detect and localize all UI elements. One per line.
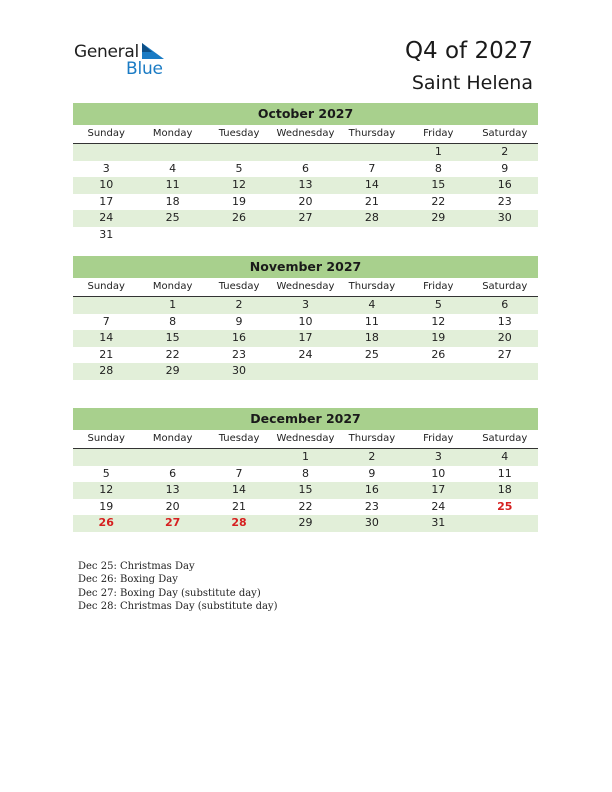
- day-cell: 29: [165, 364, 180, 377]
- day-cell: 5: [102, 466, 110, 480]
- day-cell: 16: [232, 331, 247, 344]
- day-cell: [139, 227, 205, 244]
- day-cell: 7: [102, 314, 110, 328]
- day-cell: 4: [501, 450, 509, 463]
- weekday-label: Tuesday: [218, 433, 260, 444]
- week-row: [73, 194, 538, 211]
- weekday-label: Friday: [423, 433, 454, 444]
- day-cell: 14: [364, 178, 379, 191]
- weekday-label: Monday: [152, 281, 193, 292]
- day-cell: [272, 144, 338, 161]
- day-cell: 22: [298, 499, 313, 513]
- weekday-label: Saturday: [482, 281, 528, 292]
- weekday-header-row: [73, 278, 538, 297]
- day-cell: 30: [364, 516, 379, 529]
- day-cell: 3: [434, 450, 442, 463]
- day-cell: 17: [99, 194, 114, 208]
- holiday-note: Dec 28: Christmas Day (substitute day): [78, 600, 278, 612]
- holiday-day-cell: 26: [98, 516, 114, 529]
- day-cell: 29: [431, 211, 446, 224]
- weekday-label: Wednesday: [276, 128, 335, 139]
- weekday-label: Tuesday: [218, 281, 260, 292]
- day-cell: 27: [497, 347, 512, 361]
- country-name: Saint Helena: [411, 72, 533, 94]
- weekday-label: Friday: [423, 128, 454, 139]
- day-cell: 5: [434, 298, 442, 311]
- day-cell: [405, 227, 471, 244]
- day-cell: 21: [99, 347, 114, 361]
- day-cell: 23: [497, 194, 512, 208]
- day-cell: 1: [301, 450, 309, 463]
- day-cell: 13: [298, 178, 313, 191]
- week-row: [73, 161, 538, 178]
- day-cell: [73, 297, 139, 314]
- day-cell: 22: [431, 194, 446, 208]
- day-cell: 23: [364, 499, 379, 513]
- day-cell: 16: [497, 178, 512, 191]
- day-cell: 7: [368, 161, 376, 175]
- day-cell: 8: [169, 314, 177, 328]
- day-cell: 23: [232, 347, 247, 361]
- holiday-day-cell: 25: [497, 499, 513, 513]
- day-cell: 12: [232, 178, 247, 191]
- day-cell: [272, 227, 338, 244]
- day-cell: 24: [99, 211, 114, 224]
- day-cell: 13: [165, 483, 180, 496]
- day-cell: 31: [99, 227, 114, 241]
- week-row: [73, 363, 538, 380]
- day-cell: 16: [364, 483, 379, 496]
- day-cell: 4: [368, 298, 376, 311]
- weekday-label: Monday: [152, 433, 193, 444]
- day-cell: 27: [298, 211, 313, 224]
- weekday-header-row: [73, 125, 538, 144]
- week-row: [73, 449, 538, 466]
- weekday-label: Sunday: [87, 281, 125, 292]
- day-cell: 2: [235, 298, 243, 311]
- day-cell: 11: [165, 178, 180, 191]
- day-cell: 18: [165, 194, 180, 208]
- week-row: [73, 347, 538, 364]
- day-cell: [472, 515, 538, 532]
- day-cell: 7: [235, 466, 243, 480]
- day-cell: [139, 144, 205, 161]
- holiday-day-cell: 27: [164, 516, 181, 529]
- day-cell: 13: [497, 314, 512, 328]
- day-cell: 5: [235, 161, 243, 175]
- week-row: [73, 177, 538, 194]
- logo-general-text: General: [74, 42, 139, 62]
- day-cell: 9: [368, 466, 376, 480]
- day-cell: 26: [232, 211, 247, 224]
- day-cell: 24: [431, 499, 446, 513]
- day-cell: 6: [501, 298, 509, 311]
- day-cell: [405, 363, 471, 380]
- day-cell: 24: [298, 347, 313, 361]
- quarter-title: Q4 of 2027: [404, 38, 533, 64]
- day-cell: 9: [235, 314, 243, 328]
- day-cell: 19: [431, 331, 446, 344]
- day-cell: 19: [232, 194, 247, 208]
- day-cell: [339, 144, 405, 161]
- day-cell: [206, 227, 272, 244]
- weekday-label: Friday: [423, 281, 454, 292]
- weekday-header-row: [73, 430, 538, 449]
- day-cell: 2: [368, 450, 376, 463]
- day-cell: 12: [99, 483, 114, 496]
- day-cell: 31: [431, 516, 446, 529]
- generalblue-logo: [74, 42, 184, 78]
- day-cell: [139, 449, 205, 466]
- day-cell: 21: [232, 499, 247, 513]
- day-cell: 6: [169, 466, 177, 480]
- weekday-label: Thursday: [348, 128, 396, 139]
- day-cell: 10: [431, 466, 446, 480]
- day-cell: 28: [99, 364, 114, 377]
- day-cell: 15: [298, 483, 313, 496]
- day-cell: 26: [431, 347, 446, 361]
- day-cell: 14: [99, 331, 114, 344]
- day-cell: 9: [501, 161, 509, 175]
- logo-blue-text: Blue: [126, 59, 163, 79]
- month-december: [73, 408, 538, 532]
- weekday-label: Wednesday: [276, 281, 335, 292]
- logo-flag-icon: [142, 43, 164, 59]
- weekday-label: Sunday: [87, 128, 125, 139]
- weekday-label: Tuesday: [218, 128, 260, 139]
- week-row: [73, 314, 538, 331]
- day-cell: 20: [165, 499, 180, 513]
- week-row: [73, 210, 538, 227]
- day-cell: 20: [497, 331, 512, 344]
- day-cell: 20: [298, 194, 313, 208]
- day-cell: 25: [364, 347, 379, 361]
- day-cell: 21: [364, 194, 379, 208]
- day-cell: 8: [301, 466, 309, 480]
- day-cell: [206, 144, 272, 161]
- weekday-label: Thursday: [348, 281, 396, 292]
- day-cell: [73, 449, 139, 466]
- day-cell: 10: [99, 178, 114, 191]
- week-row: [73, 482, 538, 499]
- holiday-note: Dec 26: Boxing Day: [78, 574, 178, 586]
- day-cell: [339, 363, 405, 380]
- day-cell: [472, 363, 538, 380]
- day-cell: [272, 363, 338, 380]
- day-cell: 18: [364, 331, 379, 344]
- week-row: [73, 499, 538, 516]
- week-row: [73, 466, 538, 483]
- holiday-note: Dec 25: Christmas Day: [78, 561, 195, 572]
- day-cell: 19: [99, 499, 114, 513]
- day-cell: 15: [165, 331, 180, 344]
- month-october: [73, 103, 538, 243]
- day-cell: 3: [102, 161, 110, 175]
- weekday-label: Wednesday: [276, 433, 335, 444]
- weekday-label: Saturday: [482, 433, 528, 444]
- day-cell: 10: [298, 314, 313, 328]
- holiday-note: Dec 27: Boxing Day (substitute day): [78, 587, 261, 599]
- week-row: [73, 144, 538, 161]
- day-cell: [472, 227, 538, 244]
- month-header: November 2027: [73, 256, 538, 278]
- day-cell: 11: [364, 314, 379, 328]
- day-cell: 29: [298, 516, 313, 529]
- weekday-label: Saturday: [482, 128, 528, 139]
- day-cell: 8: [434, 161, 442, 175]
- day-cell: 6: [301, 161, 309, 175]
- day-cell: 25: [165, 211, 180, 224]
- holiday-day-cell: 28: [231, 516, 247, 529]
- day-cell: [73, 144, 139, 161]
- day-cell: 1: [434, 145, 442, 158]
- day-cell: 14: [232, 483, 247, 496]
- day-cell: 11: [497, 466, 512, 480]
- month-header: October 2027: [73, 103, 538, 125]
- day-cell: 18: [497, 483, 512, 496]
- day-cell: 17: [298, 331, 313, 344]
- day-cell: 22: [165, 347, 180, 361]
- day-cell: [339, 227, 405, 244]
- week-row: [73, 330, 538, 347]
- day-cell: 4: [169, 161, 177, 175]
- day-cell: [206, 449, 272, 466]
- day-cell: 1: [169, 298, 177, 311]
- day-cell: 3: [301, 298, 309, 311]
- weekday-label: Thursday: [348, 433, 396, 444]
- day-cell: 30: [232, 364, 247, 377]
- week-row: [73, 297, 538, 314]
- day-cell: 30: [497, 211, 512, 224]
- weekday-label: Sunday: [87, 433, 125, 444]
- month-november: [73, 256, 538, 380]
- day-cell: 17: [431, 483, 446, 496]
- day-cell: 28: [364, 211, 379, 224]
- holiday-notes: [78, 560, 277, 613]
- weekday-label: Monday: [152, 128, 193, 139]
- day-cell: 12: [431, 314, 446, 328]
- week-row: [73, 515, 538, 532]
- week-row: [73, 227, 538, 244]
- day-cell: 2: [501, 145, 509, 158]
- day-cell: 15: [431, 178, 446, 191]
- month-header: December 2027: [73, 408, 538, 430]
